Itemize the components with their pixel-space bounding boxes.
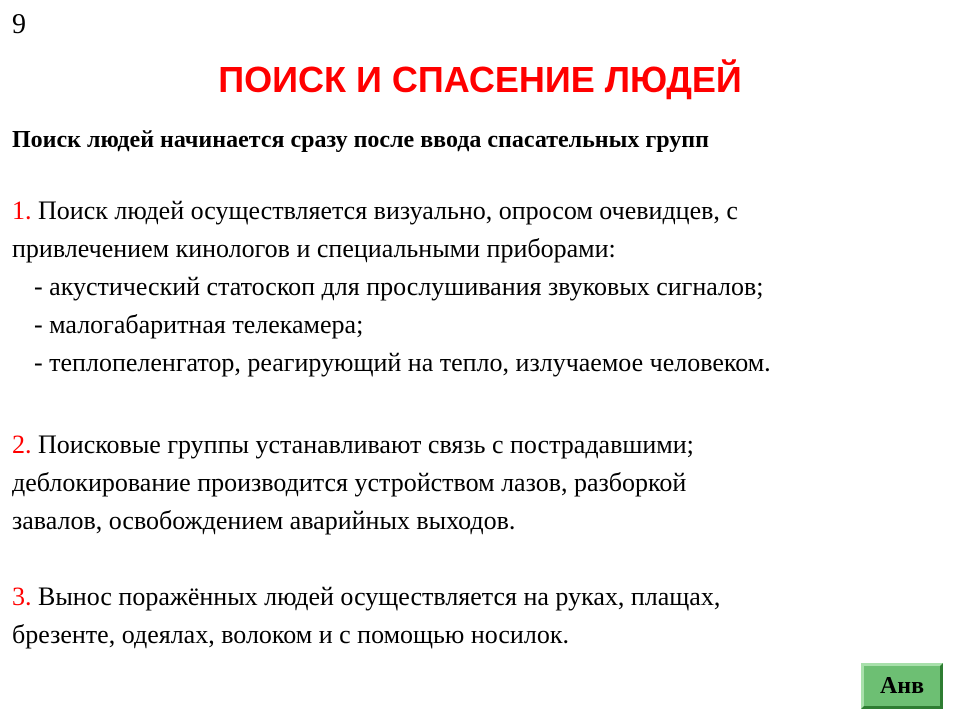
paragraph-text: Вынос поражённых людей осуществляется на руках, плащах, <box>31 582 721 611</box>
paragraph-1 <box>12 192 771 382</box>
paragraph-line: привлечением кинологов и специальными приборами: <box>12 234 616 263</box>
nav-button[interactable]: Анв <box>861 663 943 709</box>
paragraph-line <box>12 192 771 230</box>
paragraph-line: завалов, освобождением аварийных выходов. <box>12 506 516 535</box>
list-item: - теплопеленгатор, реагирующий на тепло, излучаемое человеком. <box>34 348 771 377</box>
paragraph-2 <box>12 426 694 540</box>
list-item: - акустический статоскоп для прослушивания звуковых сигналов; <box>34 272 764 301</box>
paragraph-text: Поиск людей осуществляется визуально, опросом очевидцев, с <box>31 196 738 225</box>
paragraph-3 <box>12 578 720 654</box>
paragraph-line <box>12 578 720 616</box>
paragraph-line: деблокирование производится устройством лазов, разборкой <box>12 468 687 497</box>
slide-subtitle: Поиск людей начинается сразу после ввода спасательных групп <box>12 127 709 153</box>
paragraph-number: 3. <box>12 582 32 611</box>
slide-title: ПОИСК И СПАСЕНИЕ ЛЮДЕЙ <box>218 59 742 100</box>
paragraph-number: 1. <box>12 196 32 225</box>
paragraph-text: Поисковые группы устанавливают связь с пострадавшими; <box>31 430 694 459</box>
paragraph-number: 2. <box>12 430 32 459</box>
slide-number: 9 <box>12 9 26 40</box>
paragraph-line <box>12 426 694 464</box>
paragraph-line: брезенте, одеялах, волоком и с помощью носилок. <box>12 620 569 649</box>
list-item: - малогабаритная телекамера; <box>34 310 364 339</box>
